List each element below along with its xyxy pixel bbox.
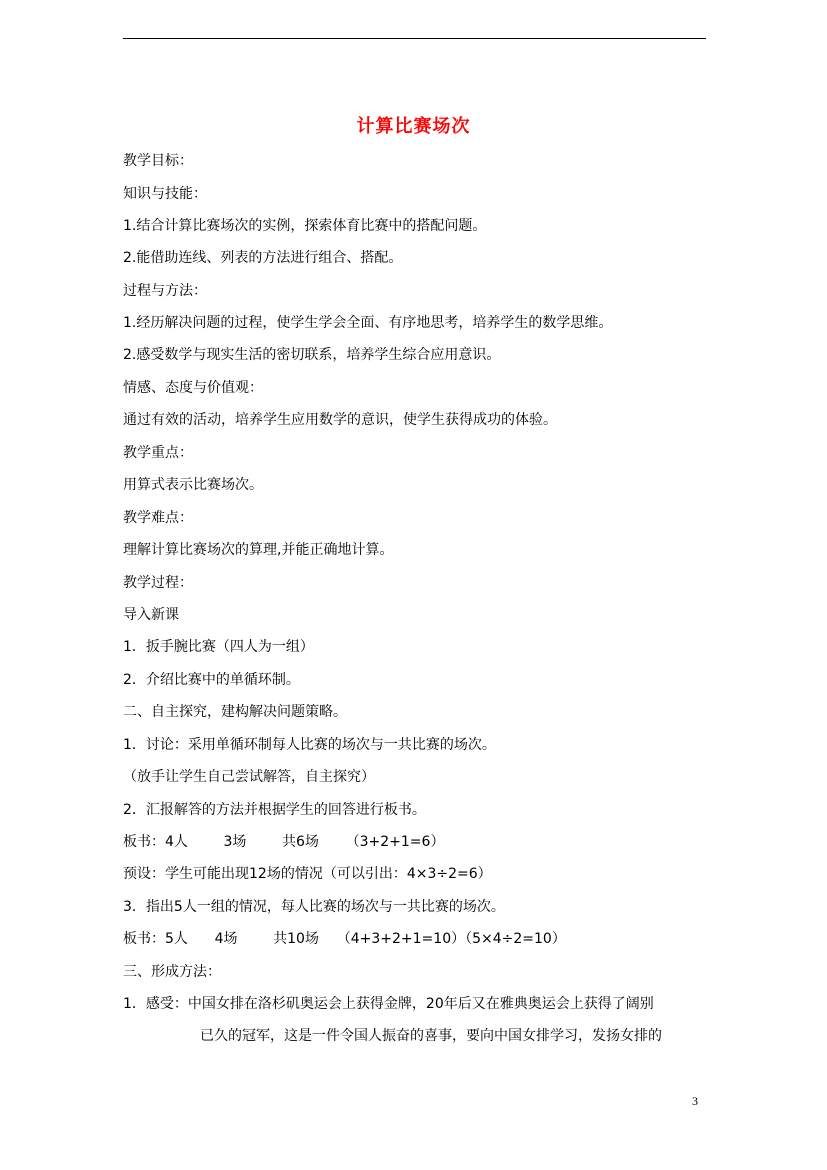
text-line: 1.经历解决问题的过程，使学生学会全面、有序地思考，培养学生的数学思维。 [123, 315, 613, 331]
text-line: 教学目标： [123, 153, 193, 169]
text-line: 教学重点： [123, 445, 193, 461]
page-number: 3 [692, 1094, 698, 1108]
text-line: 2.感受数学与现实生活的密切联系，培养学生综合应用意识。 [123, 347, 501, 363]
text-line: 知识与技能： [123, 186, 207, 202]
text-line: 情感、态度与价值观： [123, 380, 263, 396]
text-line: 1．讨论：采用单循环制每人比赛的场次与一共比赛的场次。 [123, 737, 496, 753]
text-line: 2.能借助连线、列表的方法进行组合、搭配。 [123, 250, 403, 266]
text-line: 3．指出5人一组的情况，每人比赛的场次与一共比赛的场次。 [123, 899, 505, 915]
text-line: 三、形成方法： [123, 964, 221, 980]
text-line: 1．扳手腕比赛（四人为一组） [123, 639, 314, 655]
text-line: 通过有效的活动，培养学生应用数学的意识，使学生获得成功的体验。 [123, 412, 557, 428]
text-line: （放手让学生自己尝试解答，自主探究） [123, 769, 375, 785]
document-title: 计算比赛场次 [356, 116, 471, 137]
text-line: 教学难点： [123, 510, 193, 526]
text-line: 板书：4人 3场 共6场 （3+2+1=6） [123, 834, 445, 850]
text-line: 板书：5人 4场 共10场 （4+3+2+1=10）（5×4÷2=10） [123, 931, 566, 947]
text-line: 用算式表示比赛场次。 [123, 477, 263, 493]
text-line: 预设：学生可能出现12场的情况（可以引出：4×3÷2=6） [123, 866, 492, 882]
text-line: 导入新课 [123, 607, 179, 623]
text-line: 理解计算比赛场次的算理,并能正确地计算。 [123, 542, 394, 558]
text-line: 二、自主探究，建构解决问题策略。 [123, 704, 347, 720]
text-line: 过程与方法： [123, 283, 207, 299]
text-line: 1.结合计算比赛场次的实例，探索体育比赛中的搭配问题。 [123, 218, 487, 234]
text-line: 教学过程： [123, 575, 193, 591]
header-rule [123, 38, 706, 39]
text-line: 1．感受：中国女排在洛杉矶奥运会上获得金牌，20年后又在雅典奥运会上获得了阔别 [123, 996, 654, 1012]
text-line: 已久的冠军，这是一件令国人振奋的喜事，要向中国女排学习，发扬女排的 [200, 1028, 662, 1044]
text-line: 2．介绍比赛中的单循环制。 [123, 672, 300, 688]
text-line: 2．汇报解答的方法并根据学生的回答进行板书。 [123, 802, 426, 818]
